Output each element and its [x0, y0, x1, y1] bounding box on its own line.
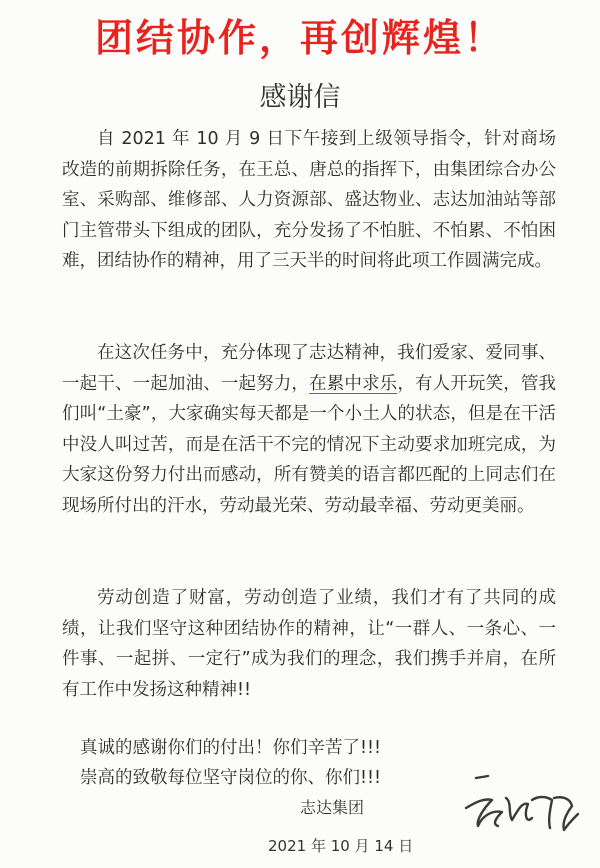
- paragraph-2-text-a: 在这次任务中，充分体现了志达精神，我们爱家、爱同事、一起干、一起加油、一起努力，: [62, 343, 556, 394]
- paragraph-2-text-b: ，有人开玩笑，管我们叫“土豪”，大家确实每天都是一个小土人的状态，但是在干活中没人叫过苦，而是在活干不完的情况下主动要求加班完成，为大家这份努力付出而感动，所有赞美的语言都匹配的上同志们在现场所付出的汗水，劳动最光荣、劳动最幸福、劳动更美丽。: [62, 373, 557, 516]
- organization-name: 志达集团: [300, 798, 365, 817]
- letter-title: 感谢信: [259, 82, 341, 113]
- headline-banner: 团结协作，再创辉煌！: [94, 16, 505, 60]
- thanks-line: 真诚的感谢你们的付出！你们辛苦了!!!: [80, 738, 382, 758]
- handwritten-signature: [462, 768, 582, 836]
- letter-date: 2021 年 10 月 14 日: [268, 837, 414, 855]
- paragraph-3: 劳动创造了财富，劳动创造了业绩，我们才有了共同的成绩，让我们坚守这种团结协作的精神，让“一群人、一条心、一件事、一起拼、一定行”成为我们的理念，我们携手并肩，在所有工作中发扬这种精神!!: [62, 588, 556, 700]
- underlined-phrase: 在累中求乐: [309, 373, 398, 394]
- paragraph-2: [62, 338, 556, 521]
- salute-line: 崇高的致敬每位坚守岗位的你、你们!!!: [80, 768, 382, 788]
- paragraph-1: 自 2021 年 10 月 9 日下午接到上级领导指令，针对商场改造的前期拆除任务，在王总、唐总的指挥下，由集团综合办公室、采购部、维修部、人力资源部、盛达物业、志达加油站等部门主管带头下组成的团队，充分发扬了不怕脏、不怕累、不怕困难，团结协作的精神，用了三天半的时间将此项工作圆满完成。: [62, 129, 556, 271]
